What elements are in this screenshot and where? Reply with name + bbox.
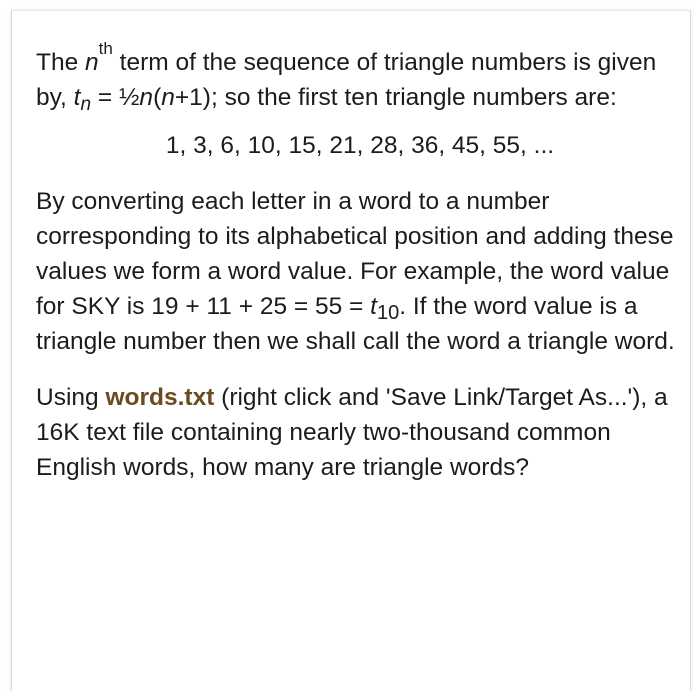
- intro-text-3: +1); so the first ten triangle numbers are:: [174, 84, 617, 111]
- question-text-1: Using: [36, 384, 106, 411]
- word-value-text-1: By converting each letter in a word to a number corresponding to its alphabetical position and adding these values we form a word value. For example, the word value for SKY is 19 + 11 + 25 = 55 =: [36, 188, 674, 320]
- intro-paragraph: [36, 39, 676, 115]
- formula-n-1: n: [139, 84, 154, 111]
- question-paragraph: [36, 380, 676, 485]
- question-text-2: (right click and 'Save Link/Target As...'), a 16K text file containing nearly two-thousand common English words, how many are triangle words?: [36, 384, 668, 481]
- word-value-paragraph: [36, 184, 676, 359]
- formula-equals-half: = ½: [91, 84, 140, 111]
- problem-content: [36, 39, 676, 485]
- triangle-number-sequence: 1, 3, 6, 10, 15, 21, 28, 36, 45, 55, ...: [165, 132, 555, 159]
- problem-card: [11, 10, 691, 691]
- t-variable-2: t: [370, 293, 377, 320]
- intro-text-1: The: [36, 49, 86, 76]
- words-txt-link[interactable]: words.txt: [105, 384, 215, 411]
- t-subscript-n: n: [80, 94, 92, 115]
- word-value-text-2: . If the word value is a triangle number then we shall call the word a triangle word.: [36, 293, 675, 355]
- formula-n-2: n: [161, 84, 175, 111]
- t-variable: t: [73, 84, 81, 111]
- formula-paren-open: (: [153, 84, 162, 111]
- intro-text-2: term of the sequence of triangle numbers is given by,: [36, 49, 657, 111]
- t-subscript-10: 10: [376, 302, 400, 324]
- n-variable: n: [85, 49, 99, 76]
- ordinal-suffix: th: [98, 39, 113, 58]
